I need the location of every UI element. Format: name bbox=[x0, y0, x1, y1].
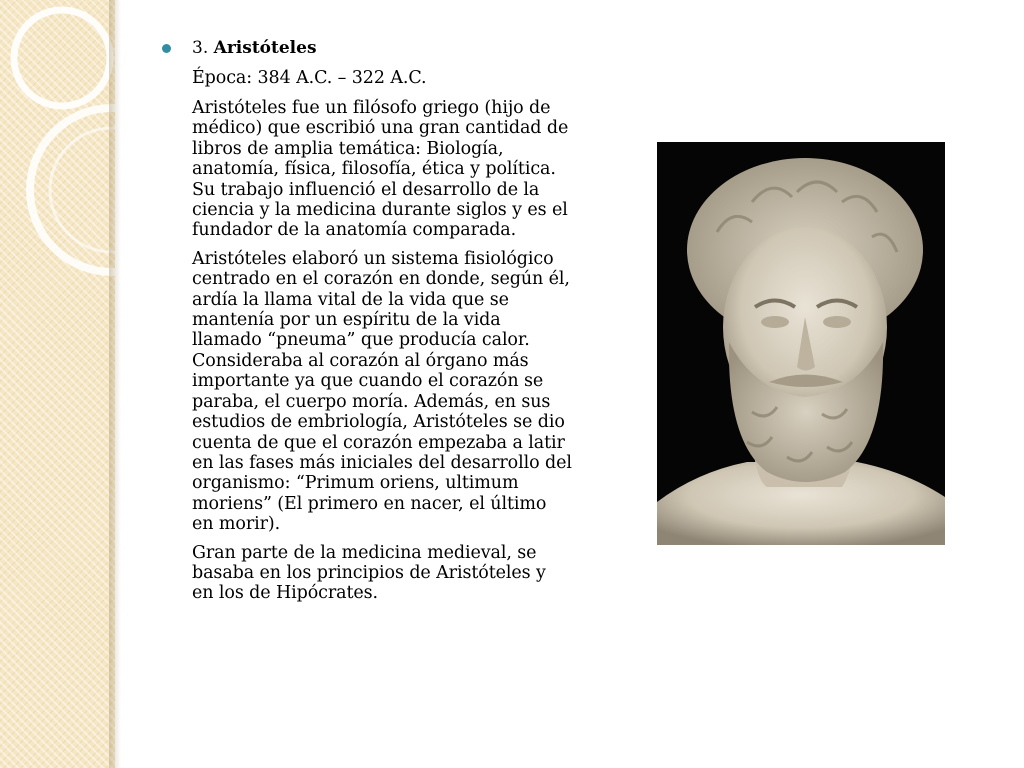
bullet-dot-icon bbox=[162, 44, 171, 53]
heading-name: Aristóteles bbox=[213, 38, 317, 58]
paragraph-1: Aristóteles fue un filósofo griego (hijo de médico) que escribió una gran cantidad de libros de amplia temática: Biología, anatomía, física, filosofía, ética y política. Su trabajo influenció el desarrollo de la ciencia y la medicina durante siglos y es el fundador de la anatomía comparada. bbox=[192, 98, 569, 241]
aristotle-bust-image bbox=[657, 142, 945, 545]
side-band-shadow bbox=[109, 0, 121, 768]
heading-number: 3. bbox=[192, 38, 209, 58]
decor-circle-middle bbox=[30, 108, 115, 272]
decorative-side-band bbox=[0, 0, 115, 768]
decor-circle-top bbox=[14, 10, 110, 106]
decor-circle-inner bbox=[50, 128, 115, 252]
decorative-circles bbox=[0, 0, 115, 768]
slide-heading bbox=[192, 38, 317, 58]
paragraph-2: Aristóteles elaboró un sistema fisiológico centrado en el corazón en donde, según él, ardía la llama vital de la vida que se mantenía por un espíritu de la vida llamado “pneuma” que producía calor. Consideraba al corazón al órgano más importante ya que cuando el corazón se paraba, el cuerpo moría. Además, en sus estudios de embriología, Aristóteles se dio cuenta de que el corazón empezaba a latir en las fases más iniciales del desarrollo del organismo: “Primum oriens, ultimum moriens” (El primero en nacer, el último en morir). bbox=[192, 248, 572, 535]
paragraph-3: Gran parte de la medicina medieval, se basaba en los principios de Aristóteles y en los de Hipócrates. bbox=[192, 542, 546, 604]
bust-illustration bbox=[657, 142, 945, 545]
epoch-line: Época: 384 A.C. – 322 A.C. bbox=[192, 68, 427, 88]
slide-text bbox=[162, 36, 572, 604]
bullet-heading bbox=[162, 36, 572, 60]
